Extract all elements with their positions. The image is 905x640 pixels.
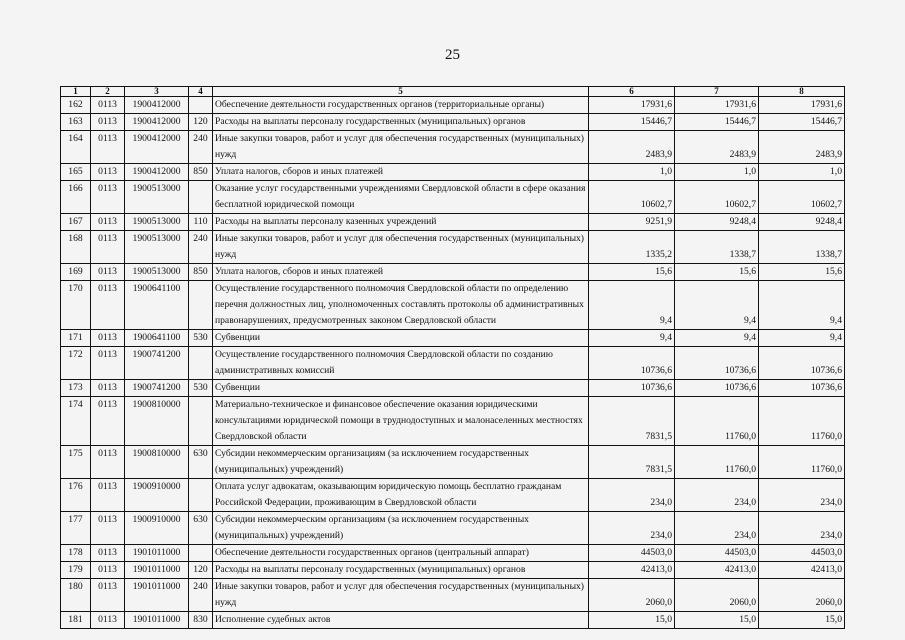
header-cell-1: 1 <box>61 87 91 97</box>
row-number: 177 <box>61 512 91 545</box>
amount-col-8: 11760,0 <box>759 446 845 479</box>
section-code: 0113 <box>91 131 125 164</box>
amount-col-6: 10736,6 <box>589 347 675 380</box>
item-name: Субсидии некоммерческим организациям (за исключением государственных (муниципальных) учреждений) <box>213 512 589 545</box>
item-name: Оплата услуг адвокатам, оказывающим юридическую помощь бесплатно гражданам Российской Федерации, проживающим в Свердловской области <box>213 479 589 512</box>
section-code: 0113 <box>91 330 125 347</box>
section-code: 0113 <box>91 479 125 512</box>
table-row <box>61 612 845 629</box>
amount-col-8: 10602,7 <box>759 181 845 214</box>
expense-type: 240 <box>189 231 213 264</box>
expense-type: 120 <box>189 562 213 579</box>
amount-col-8: 9,4 <box>759 330 845 347</box>
amount-col-6: 7831,5 <box>589 397 675 446</box>
amount-col-7: 44503,0 <box>675 545 759 562</box>
amount-col-7: 10602,7 <box>675 181 759 214</box>
row-number: 162 <box>61 97 91 114</box>
section-code: 0113 <box>91 97 125 114</box>
amount-col-6: 234,0 <box>589 512 675 545</box>
target-code: 1900741200 <box>125 347 189 380</box>
amount-col-7: 42413,0 <box>675 562 759 579</box>
expense-type: 630 <box>189 512 213 545</box>
amount-col-8: 234,0 <box>759 512 845 545</box>
table-row <box>61 131 845 164</box>
header-cell-8: 8 <box>759 87 845 97</box>
row-number: 178 <box>61 545 91 562</box>
item-name: Обеспечение деятельности государственных органов (центральный аппарат) <box>213 545 589 562</box>
amount-col-8: 1338,7 <box>759 231 845 264</box>
amount-col-8: 9,4 <box>759 281 845 330</box>
amount-col-7: 17931,6 <box>675 97 759 114</box>
amount-col-8: 10736,6 <box>759 347 845 380</box>
row-number: 171 <box>61 330 91 347</box>
section-code: 0113 <box>91 181 125 214</box>
row-number: 165 <box>61 164 91 181</box>
amount-col-6: 9,4 <box>589 330 675 347</box>
section-code: 0113 <box>91 562 125 579</box>
amount-col-8: 42413,0 <box>759 562 845 579</box>
amount-col-6: 9251,9 <box>589 214 675 231</box>
target-code: 1900641100 <box>125 281 189 330</box>
target-code: 1901011000 <box>125 545 189 562</box>
table-row <box>61 264 845 281</box>
expense-type <box>189 97 213 114</box>
amount-col-6: 9,4 <box>589 281 675 330</box>
amount-col-7: 2060,0 <box>675 579 759 612</box>
amount-col-6: 15,6 <box>589 264 675 281</box>
expense-type <box>189 347 213 380</box>
section-code: 0113 <box>91 164 125 181</box>
item-name: Расходы на выплаты персоналу казенных учреждений <box>213 214 589 231</box>
target-code: 1900810000 <box>125 397 189 446</box>
amount-col-8: 234,0 <box>759 479 845 512</box>
amount-col-8: 15446,7 <box>759 114 845 131</box>
header-cell-4: 4 <box>189 87 213 97</box>
target-code: 1900810000 <box>125 446 189 479</box>
table-row <box>61 114 845 131</box>
target-code: 1901011000 <box>125 579 189 612</box>
amount-col-7: 10736,6 <box>675 347 759 380</box>
target-code: 1900412000 <box>125 131 189 164</box>
section-code: 0113 <box>91 347 125 380</box>
table-row <box>61 347 845 380</box>
item-name: Исполнение судебных актов <box>213 612 589 629</box>
row-number: 175 <box>61 446 91 479</box>
target-code: 1900910000 <box>125 479 189 512</box>
amount-col-7: 1,0 <box>675 164 759 181</box>
row-number: 169 <box>61 264 91 281</box>
section-code: 0113 <box>91 397 125 446</box>
expense-type: 850 <box>189 164 213 181</box>
row-number: 166 <box>61 181 91 214</box>
item-name: Осуществление государственного полномочия Свердловской области по определению перечня должностных лиц, уполномоченных составлять протоколы об административных правонарушениях, предусмотренных законом Свердловской области <box>213 281 589 330</box>
target-code: 1900513000 <box>125 231 189 264</box>
target-code: 1900412000 <box>125 164 189 181</box>
expense-type <box>189 479 213 512</box>
target-code: 1900412000 <box>125 114 189 131</box>
row-number: 179 <box>61 562 91 579</box>
table-body <box>61 97 845 629</box>
table-row <box>61 380 845 397</box>
budget-table <box>60 86 845 629</box>
amount-col-6: 7831,5 <box>589 446 675 479</box>
item-name: Расходы на выплаты персоналу государственных (муниципальных) органов <box>213 562 589 579</box>
amount-col-8: 1,0 <box>759 164 845 181</box>
amount-col-6: 44503,0 <box>589 545 675 562</box>
expense-type: 530 <box>189 330 213 347</box>
target-code: 1900910000 <box>125 512 189 545</box>
target-code: 1901011000 <box>125 562 189 579</box>
expense-type <box>189 281 213 330</box>
section-code: 0113 <box>91 264 125 281</box>
target-code: 1900641100 <box>125 330 189 347</box>
section-code: 0113 <box>91 446 125 479</box>
header-cell-6: 6 <box>589 87 675 97</box>
table-row <box>61 97 845 114</box>
table-row <box>61 330 845 347</box>
section-code: 0113 <box>91 214 125 231</box>
table-row <box>61 512 845 545</box>
row-number: 167 <box>61 214 91 231</box>
row-number: 176 <box>61 479 91 512</box>
amount-col-8: 2483,9 <box>759 131 845 164</box>
amount-col-7: 10736,6 <box>675 380 759 397</box>
amount-col-6: 15,0 <box>589 612 675 629</box>
table-row <box>61 231 845 264</box>
expense-type: 850 <box>189 264 213 281</box>
target-code: 1900513000 <box>125 181 189 214</box>
item-name: Оказание услуг государственными учреждениями Свердловской области в сфере оказания бесплатной юридической помощи <box>213 181 589 214</box>
table-row <box>61 164 845 181</box>
item-name: Материально-техническое и финансовое обеспечение оказания юридическими консультациями юридической помощи в труднодоступных и малонаселенных местностях Свердловской области <box>213 397 589 446</box>
amount-col-6: 17931,6 <box>589 97 675 114</box>
amount-col-6: 42413,0 <box>589 562 675 579</box>
expense-type: 120 <box>189 114 213 131</box>
amount-col-7: 11760,0 <box>675 397 759 446</box>
item-name: Субвенции <box>213 380 589 397</box>
table-row <box>61 281 845 330</box>
header-row <box>61 87 845 97</box>
table-row <box>61 181 845 214</box>
expense-type: 110 <box>189 214 213 231</box>
section-code: 0113 <box>91 579 125 612</box>
amount-col-8: 9248,4 <box>759 214 845 231</box>
target-code: 1900513000 <box>125 264 189 281</box>
amount-col-8: 2060,0 <box>759 579 845 612</box>
amount-col-7: 9248,4 <box>675 214 759 231</box>
expense-type: 830 <box>189 612 213 629</box>
amount-col-6: 1335,2 <box>589 231 675 264</box>
amount-col-8: 10736,6 <box>759 380 845 397</box>
section-code: 0113 <box>91 380 125 397</box>
item-name: Уплата налогов, сборов и иных платежей <box>213 164 589 181</box>
row-number: 180 <box>61 579 91 612</box>
amount-col-8: 44503,0 <box>759 545 845 562</box>
table-row <box>61 214 845 231</box>
item-name: Иные закупки товаров, работ и услуг для обеспечения государственных (муниципальных) нужд <box>213 231 589 264</box>
amount-col-6: 10602,7 <box>589 181 675 214</box>
item-name: Иные закупки товаров, работ и услуг для обеспечения государственных (муниципальных) нужд <box>213 131 589 164</box>
expense-type <box>189 397 213 446</box>
row-number: 170 <box>61 281 91 330</box>
table-row <box>61 479 845 512</box>
target-code: 1900741200 <box>125 380 189 397</box>
row-number: 173 <box>61 380 91 397</box>
expense-type: 240 <box>189 131 213 164</box>
expense-type: 630 <box>189 446 213 479</box>
amount-col-6: 234,0 <box>589 479 675 512</box>
target-code: 1901011000 <box>125 612 189 629</box>
amount-col-6: 2060,0 <box>589 579 675 612</box>
expense-type: 240 <box>189 579 213 612</box>
row-number: 181 <box>61 612 91 629</box>
row-number: 164 <box>61 131 91 164</box>
header-cell-5: 5 <box>213 87 589 97</box>
row-number: 168 <box>61 231 91 264</box>
item-name: Осуществление государственного полномочия Свердловской области по созданию административных комиссий <box>213 347 589 380</box>
table-row <box>61 562 845 579</box>
amount-col-7: 234,0 <box>675 512 759 545</box>
section-code: 0113 <box>91 612 125 629</box>
amount-col-7: 11760,0 <box>675 446 759 479</box>
amount-col-7: 9,4 <box>675 281 759 330</box>
table-row <box>61 545 845 562</box>
amount-col-7: 9,4 <box>675 330 759 347</box>
item-name: Субсидии некоммерческим организациям (за исключением государственных (муниципальных) учреждений) <box>213 446 589 479</box>
item-name: Субвенции <box>213 330 589 347</box>
item-name: Иные закупки товаров, работ и услуг для обеспечения государственных (муниципальных) нужд <box>213 579 589 612</box>
amount-col-6: 15446,7 <box>589 114 675 131</box>
section-code: 0113 <box>91 281 125 330</box>
amount-col-7: 15446,7 <box>675 114 759 131</box>
amount-col-6: 10736,6 <box>589 380 675 397</box>
row-number: 172 <box>61 347 91 380</box>
row-number: 163 <box>61 114 91 131</box>
expense-type <box>189 545 213 562</box>
page-number: 25 <box>445 47 460 63</box>
table-row <box>61 397 845 446</box>
item-name: Расходы на выплаты персоналу государственных (муниципальных) органов <box>213 114 589 131</box>
amount-col-6: 2483,9 <box>589 131 675 164</box>
table-row <box>61 579 845 612</box>
header-cell-7: 7 <box>675 87 759 97</box>
amount-col-7: 15,6 <box>675 264 759 281</box>
amount-col-7: 234,0 <box>675 479 759 512</box>
header-cell-2: 2 <box>91 87 125 97</box>
row-number: 174 <box>61 397 91 446</box>
amount-col-8: 11760,0 <box>759 397 845 446</box>
amount-col-6: 1,0 <box>589 164 675 181</box>
section-code: 0113 <box>91 512 125 545</box>
expense-type <box>189 181 213 214</box>
table-row <box>61 446 845 479</box>
target-code: 1900412000 <box>125 97 189 114</box>
target-code: 1900513000 <box>125 214 189 231</box>
section-code: 0113 <box>91 231 125 264</box>
header-cell-3: 3 <box>125 87 189 97</box>
section-code: 0113 <box>91 545 125 562</box>
amount-col-8: 17931,6 <box>759 97 845 114</box>
amount-col-7: 15,0 <box>675 612 759 629</box>
item-name: Уплата налогов, сборов и иных платежей <box>213 264 589 281</box>
amount-col-7: 1338,7 <box>675 231 759 264</box>
amount-col-7: 2483,9 <box>675 131 759 164</box>
amount-col-8: 15,6 <box>759 264 845 281</box>
expense-type: 530 <box>189 380 213 397</box>
section-code: 0113 <box>91 114 125 131</box>
amount-col-8: 15,0 <box>759 612 845 629</box>
item-name: Обеспечение деятельности государственных органов (территориальные органы) <box>213 97 589 114</box>
